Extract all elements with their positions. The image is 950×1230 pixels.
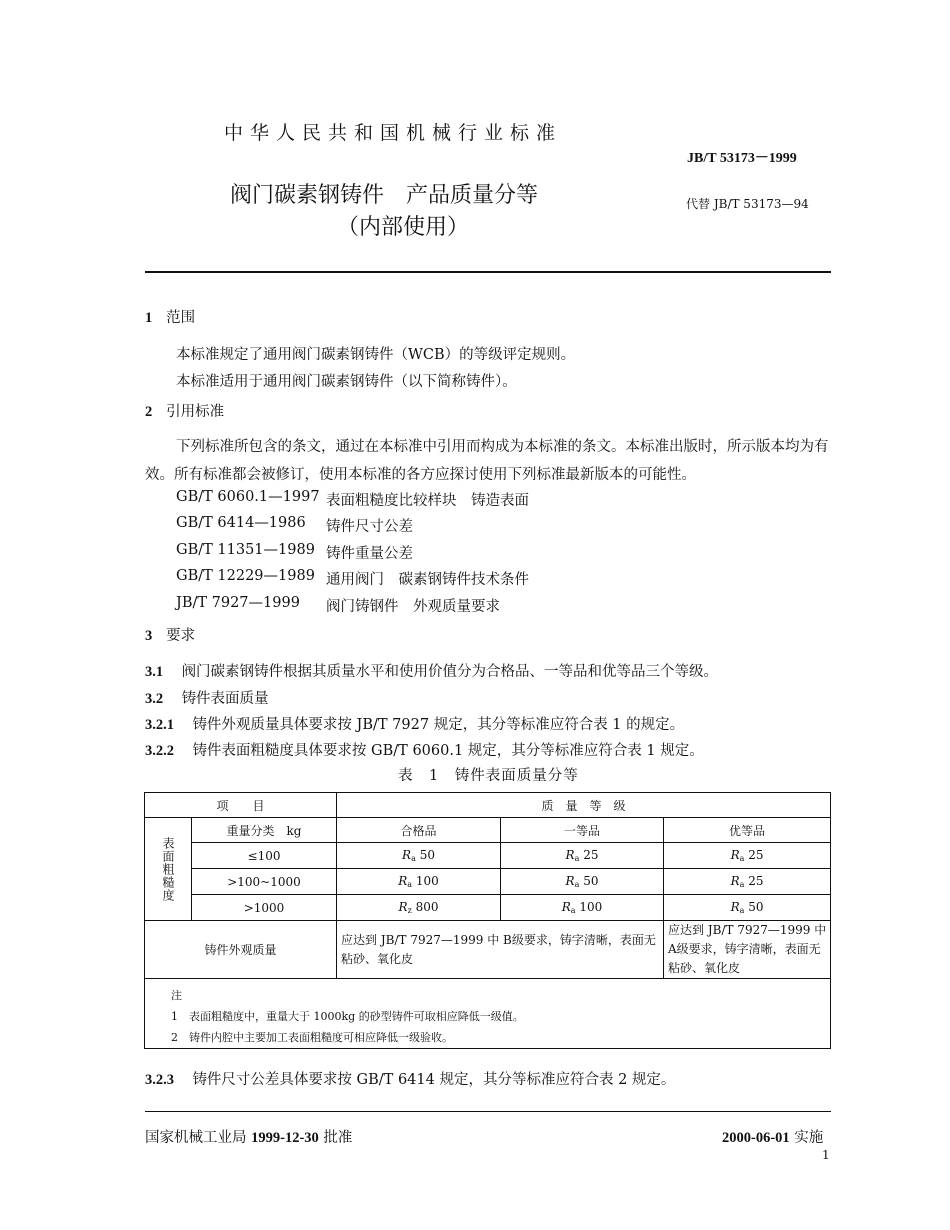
reference-title: 铸件尺寸公差 <box>326 519 413 535</box>
reference-code: GB/T 11351—1989 <box>176 542 315 558</box>
approval-word: 批准 <box>323 1130 353 1146</box>
roughness-symbol: R <box>730 900 740 914</box>
roughness-number: 800 <box>415 900 439 914</box>
table-caption: 表 1 铸件表面质量分等 <box>398 768 579 784</box>
reference-title: 铸件重量公差 <box>326 546 413 562</box>
roughness-subscript: z <box>407 906 412 915</box>
issuing-organization: 中华人民共和国机械行业标准 <box>224 122 563 144</box>
weight-class: >1000 <box>192 895 337 921</box>
scope-paragraph-2: 本标准适用于通用阀门碳素钢铸件（以下简称铸件）。 <box>176 374 517 390</box>
clause-3-2 <box>145 687 269 708</box>
weight-class: >100~1000 <box>192 869 337 895</box>
footer-divider <box>145 1111 831 1112</box>
table-subheader-row <box>145 818 831 843</box>
section-2-heading <box>145 400 224 421</box>
replaces-note: 代替 JB/T 53173—94 <box>686 197 809 211</box>
roughness-subscript: a <box>411 854 416 863</box>
references-paragraph: 下列标准所包含的条文，通过在本标准中引用而构成为本标准的条文。本标准出版时，所示版本均为有效。所有标准都会被修订，使用本标准的各方应探讨使用下列标准最新版本的可能性。 <box>145 439 829 483</box>
roughness-value <box>337 843 501 869</box>
section-number: 1 <box>145 310 153 326</box>
roughness-subscript: a <box>739 880 745 889</box>
appearance-row <box>145 921 831 979</box>
reference-code: GB/T 6060.1—1997 <box>176 489 320 505</box>
header-divider <box>145 271 831 273</box>
grade-name: 合格品 <box>337 818 501 843</box>
roughness-value <box>664 869 831 895</box>
weight-header: 重量分类 kg <box>192 818 337 843</box>
implementation-word: 实施 <box>794 1130 824 1146</box>
approver: 国家机械工业局 <box>145 1130 247 1146</box>
approval-date: 1999-12-30 <box>251 1130 319 1146</box>
surface-quality-table <box>144 792 831 1049</box>
roughness-subscript: a <box>739 854 745 863</box>
clause-3-2-2 <box>145 739 704 760</box>
clause-number: 3.2.3 <box>145 1072 174 1088</box>
appearance-standard: 应达到 JB/T 7927—1999 中 B级要求，铸字清晰，表面无粘砂、氧化皮 <box>337 921 664 979</box>
note-item: 1 表面粗糙度中，重量大于 1000kg 的砂型铸件可取相应降低一级值。 <box>171 1010 524 1023</box>
clause-3-2-3 <box>145 1068 675 1089</box>
table-row <box>145 843 831 869</box>
roughness-value <box>664 843 831 869</box>
roughness-subscript: a <box>574 854 580 863</box>
table-row <box>145 869 831 895</box>
section-number: 3 <box>145 628 153 644</box>
appearance-label: 铸件外观质量 <box>145 921 337 979</box>
roughness-number: 100 <box>415 874 439 888</box>
table-row <box>145 895 831 921</box>
roughness-symbol: R <box>565 848 575 862</box>
grade-name: 优等品 <box>664 818 831 843</box>
clause-number: 3.2.1 <box>145 717 174 733</box>
section-3-heading <box>145 624 195 645</box>
grade-header: 质 量 等 级 <box>337 793 831 818</box>
document-subtitle: （内部使用） <box>337 215 470 240</box>
roughness-number: 50 <box>419 848 435 862</box>
roughness-subscript: a <box>739 906 745 915</box>
grade-name: 一等品 <box>501 818 664 843</box>
roughness-number: 50 <box>748 900 764 914</box>
clause-3-1 <box>145 660 718 681</box>
roughness-value <box>501 843 664 869</box>
roughness-subscript: a <box>570 906 576 915</box>
approval-info <box>145 1126 352 1147</box>
roughness-value <box>337 869 501 895</box>
reference-code: GB/T 6414—1986 <box>176 515 306 531</box>
table-notes <box>145 979 831 1049</box>
weight-class: ≤100 <box>192 843 337 869</box>
roughness-symbol: R <box>402 848 412 862</box>
table-header-row <box>145 793 831 818</box>
reference-title: 通用阀门 碳素钢铸件技术条件 <box>326 572 529 588</box>
reference-code: GB/T 12229—1989 <box>176 568 315 584</box>
roughness-number: 25 <box>583 848 599 862</box>
section-title: 要求 <box>166 628 196 644</box>
clause-number: 3.2 <box>145 691 164 707</box>
clause-number: 3.1 <box>145 664 164 680</box>
note-title: 注 <box>171 989 182 1002</box>
roughness-value <box>501 895 664 921</box>
roughness-symbol: R <box>561 900 571 914</box>
roughness-subscript: a <box>407 880 413 889</box>
roughness-number: 25 <box>748 848 764 862</box>
roughness-number: 50 <box>583 874 599 888</box>
roughness-value <box>501 869 664 895</box>
document-title: 阀门碳素钢铸件 产品质量分等 <box>230 183 539 208</box>
section-title: 引用标准 <box>166 404 225 420</box>
roughness-subscript: a <box>574 880 580 889</box>
reference-title: 表面粗糙度比较样块 铸造表面 <box>326 493 529 509</box>
roughness-number: 100 <box>579 900 603 914</box>
clause-text: 铸件表面质量 <box>181 691 269 707</box>
roughness-value <box>337 895 501 921</box>
clause-text: 铸件外观质量具体要求按 JB/T 7927 规定，其分等标准应符合表 1 的规定。 <box>192 717 685 733</box>
roughness-symbol: R <box>398 900 408 914</box>
roughness-symbol: R <box>730 874 740 888</box>
section-1-heading <box>145 306 195 327</box>
appearance-premium: 应达到 JB/T 7927—1999 中 A级要求，铸字清晰，表面无粘砂、氧化皮 <box>664 921 831 979</box>
note-row <box>145 979 831 1049</box>
clause-text: 铸件表面粗糙度具体要求按 GB/T 6060.1 规定，其分等标准应符合表 1 规定。 <box>192 743 704 759</box>
section-number: 2 <box>145 404 153 420</box>
clause-text: 阀门碳素钢铸件根据其质量水平和使用价值分为合格品、一等品和优等品三个等级。 <box>181 664 719 680</box>
reference-title: 阀门铸钢件 外观质量要求 <box>326 599 500 615</box>
page-number: 1 <box>822 1148 830 1162</box>
roughness-label: 表面粗糙度 <box>145 818 192 921</box>
clause-number: 3.2.2 <box>145 743 174 759</box>
roughness-symbol: R <box>730 848 740 862</box>
item-header: 项 目 <box>145 793 337 818</box>
roughness-value <box>664 895 831 921</box>
reference-code: JB/T 7927—1999 <box>176 595 300 611</box>
clause-3-2-1 <box>145 713 684 734</box>
roughness-number: 25 <box>748 874 764 888</box>
implementation-info <box>722 1126 823 1147</box>
clause-text: 铸件尺寸公差具体要求按 GB/T 6414 规定，其分等标准应符合表 2 规定。 <box>192 1072 676 1088</box>
note-item: 2 铸件内腔中主要加工表面粗糙度可相应降低一级验收。 <box>171 1031 453 1044</box>
section-title: 范围 <box>166 310 196 326</box>
implementation-date: 2000-06-01 <box>722 1130 790 1146</box>
roughness-symbol: R <box>398 874 408 888</box>
standard-code: JB/T 53173－1999 <box>687 151 797 166</box>
roughness-symbol: R <box>565 874 575 888</box>
scope-paragraph-1: 本标准规定了通用阀门碳素钢铸件（WCB）的等级评定规则。 <box>176 347 576 363</box>
